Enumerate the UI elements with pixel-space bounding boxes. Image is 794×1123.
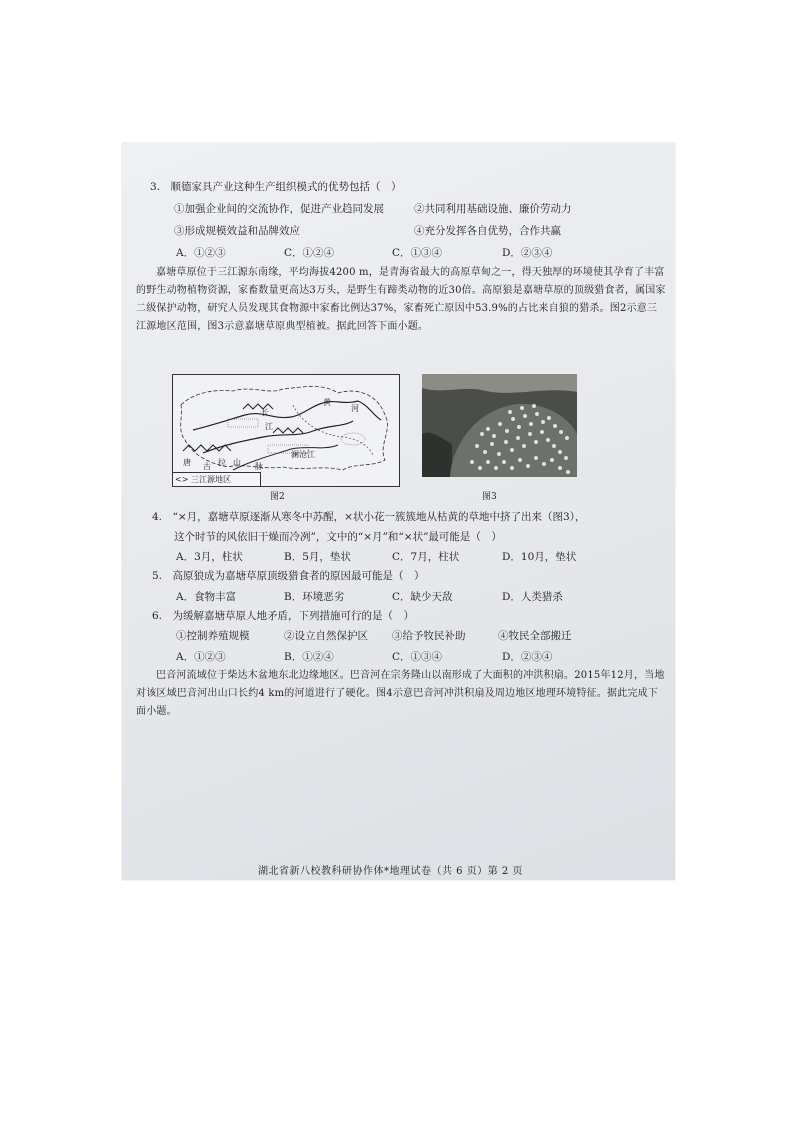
q5-option-a: A．食物丰富 — [176, 591, 237, 603]
q6-option-a: A．①②③ — [176, 651, 226, 663]
q4-option-a: A．3月，柱状 — [176, 551, 243, 563]
q4-option-d: D．10月，垫状 — [502, 551, 577, 563]
q6-item-4: ④牧民全部搬迁 — [498, 630, 572, 642]
q6-stem: 6. 为缓解嘉塘草原人地矛盾，下列措施可行的是（ ） — [152, 610, 415, 622]
q6-option-b: B．①②④ — [284, 651, 334, 663]
map-label-mai: 脉 — [255, 462, 263, 471]
q6-item-1: ①控制养殖规模 — [176, 630, 250, 642]
q3-item-1: ①加强企业间的交流协作，促进产业趋同发展 — [174, 203, 384, 215]
q5-option-d: D．人类猎杀 — [502, 591, 563, 603]
q6-item-2: ②设立自然保护区 — [284, 630, 368, 642]
map-label-he: 河 — [351, 404, 359, 413]
q4-option-c: C．7月，柱状 — [392, 551, 460, 563]
q3-option-c: C．①③④ — [392, 247, 443, 259]
q3-option-a: A．①②③ — [176, 247, 226, 259]
q5-option-b: B．环境恶劣 — [284, 591, 345, 603]
q3-option-d: D．②③④ — [502, 247, 553, 259]
passage-jiatang: 嘉塘草原位于三江源东南缘，平均海拔4200 m，是青海省最大的高原草甸之一，得天独厚的环境使其孕育了丰富的野生动物植物资源，家畜数量更高达3万头，是野生有蹄类动物的近30倍。高原狼是嘉塘草原的顶级猎食者，属国家二级保护动物，研究人员发现其食物源中家畜比例达37%，家畜死亡原因中53.9%的占比来自狼的猎杀。图2示意三江源地区范围，图3示意嘉塘草原典型植被。据此回答下面小题。 — [136, 267, 666, 332]
map-label-jiang: 江 — [265, 422, 273, 431]
map-label-gu: 古 — [203, 462, 211, 471]
q4-stem-line-2: 这个时节的风依旧干燥而冷冽”，文中的“×月”和“×状”最可能是（ ） — [174, 531, 502, 543]
q6-option-d: D．②③④ — [502, 651, 553, 663]
cushion-plant-photo — [422, 374, 577, 477]
three-rivers-map — [172, 374, 400, 487]
q6-option-c: C．①③④ — [392, 651, 443, 663]
q5-option-c: C．缺少天敌 — [392, 591, 453, 603]
q3-item-4: ④充分发挥各自优势，合作共赢 — [414, 225, 561, 237]
map-label-huang: 黄 — [323, 398, 331, 407]
cushion-plant-drawing — [422, 374, 577, 477]
map-label-la: 拉 — [218, 458, 226, 467]
map-label-shan: 山 — [233, 458, 241, 467]
map-legend — [173, 472, 261, 486]
q6-item-3: ③给予牧民补助 — [392, 630, 466, 642]
map-label-tang: 唐 — [183, 458, 191, 467]
figure-2-caption: 图2 — [270, 492, 285, 502]
legend-swatch-icon: <> — [175, 475, 189, 484]
q4-option-b: B．5月，垫状 — [284, 551, 351, 563]
map-legend-label: 三江源地区 — [190, 475, 231, 484]
q3-item-2: ②共同利用基础设施、廉价劳动力 — [414, 203, 572, 215]
map-label-chang: 长 — [261, 408, 269, 417]
q3-stem: 3. 顺德家具产业这种生产组织模式的优势包括（ ） — [150, 181, 402, 193]
q4-stem-line-1: 4. “×月，嘉塘草原逐渐从寒冬中苏醒，×状小花一簇簇地从枯黄的草地中挤了出来（图3）， — [152, 511, 586, 523]
passage-bayin-river: 巴音河流域位于柴达木盆地东北边缘地区。巴音河在宗务隆山以南形成了大面积的冲洪积扇。2015年12月，当地对该区域巴音河出山口长约4 km的河道进行了硬化。图4示意巴音河冲洪积扇及周边地区地理环境特征。据此完成下面小题。 — [136, 670, 665, 717]
page-footer: 湖北省新八校教科研协作体*地理试卷（共 6 页）第 2 页 — [258, 866, 523, 877]
q3-option-b: C．①②④ — [284, 247, 335, 259]
q5-stem: 5. 高原狼成为嘉塘草原顶级猎食者的原因最可能是（ ） — [152, 570, 425, 582]
map-label-lancang: 澜沧江 — [291, 450, 315, 459]
q3-item-3: ③形成规模效益和品牌效应 — [174, 225, 300, 237]
figure-3-caption: 图3 — [482, 492, 497, 502]
exam-page — [122, 143, 675, 880]
